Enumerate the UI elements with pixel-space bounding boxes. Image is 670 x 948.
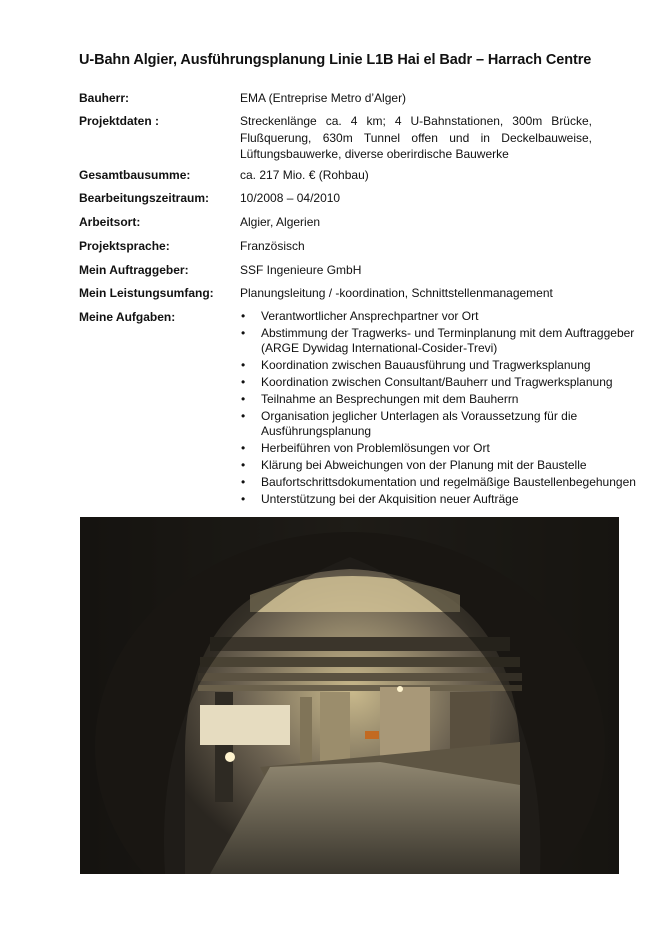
field-label: Projektdaten : — [79, 114, 160, 128]
bullet-icon: • — [241, 358, 246, 372]
list-item: • Koordination zwischen Bauausführung und Tragwerksplanung — [241, 358, 591, 372]
list-item: • Baufortschrittsdokumentation und regelmäßige Baustellenbegehungen — [241, 475, 636, 489]
field-label: Mein Auftraggeber: — [79, 263, 189, 277]
bullet-icon: • — [241, 458, 246, 472]
field-label: Meine Aufgaben: — [79, 310, 176, 324]
field-value: Streckenlänge ca. 4 km; 4 U-Bahnstationen, 300m Brücke, Flußquerung, 630m Tunnel offen und in Deckelbauweise, Lüftungsbauwerke, diverse oberirdische Bauwerke — [240, 114, 592, 161]
field-value: Algier, Algerien — [240, 215, 321, 229]
field-value: 10/2008 – 04/2010 — [240, 191, 341, 205]
field-label: Gesamtbausumme: — [79, 168, 191, 182]
field-value: Planungsleitung / -koordination, Schnittstellenmanagement — [240, 286, 553, 300]
list-item: • Herbeiführen von Problemlösungen vor Ort — [241, 441, 490, 455]
field-label: Projektsprache: — [79, 239, 170, 253]
bullet-icon: • — [241, 309, 246, 323]
bullet-icon: • — [241, 409, 246, 423]
field-label: Arbeitsort: — [79, 215, 141, 229]
bullet-icon: • — [241, 492, 246, 506]
bullet-icon: • — [241, 326, 246, 340]
task-list — [238, 309, 638, 509]
bullet-icon: • — [241, 441, 246, 455]
tunnel-photo — [80, 517, 619, 874]
field-label: Mein Leistungsumfang: — [79, 286, 214, 300]
page-title: U-Bahn Algier, Ausführungsplanung Linie L1B Hai el Badr – Harrach Centre — [79, 52, 592, 68]
list-item: • Organisation jeglicher Unterlagen als Voraussetzung für die Ausführungsplanung — [241, 409, 578, 438]
field-value: Französisch — [240, 239, 305, 253]
list-item: • Unterstützung bei der Akquisition neuer Aufträge — [241, 492, 519, 506]
bullet-icon: • — [241, 475, 246, 489]
field-label: Bauherr: — [79, 91, 130, 105]
bullet-icon: • — [241, 375, 246, 389]
list-item: • Verantwortlicher Ansprechpartner vor Ort — [241, 309, 479, 323]
tunnel-illustration — [80, 517, 619, 874]
field-value: EMA (Entreprise Metro d’Alger) — [240, 91, 407, 105]
field-label: Bearbeitungszeitraum: — [79, 191, 210, 205]
bullet-icon: • — [241, 392, 246, 406]
field-value: ca. 217 Mio. € (Rohbau) — [240, 168, 369, 182]
list-item: • Koordination zwischen Consultant/Bauherr und Tragwerksplanung — [241, 375, 613, 389]
list-item: • Klärung bei Abweichungen von der Planung mit der Baustelle — [241, 458, 587, 472]
list-item: • Teilnahme an Besprechungen mit dem Bauherrn — [241, 392, 519, 406]
list-item: • Abstimmung der Tragwerks- und Terminplanung mit dem Auftraggeber (ARGE Dywidag International-Cosider-Trevi) — [241, 326, 635, 355]
field-value: SSF Ingenieure GmbH — [240, 263, 362, 277]
